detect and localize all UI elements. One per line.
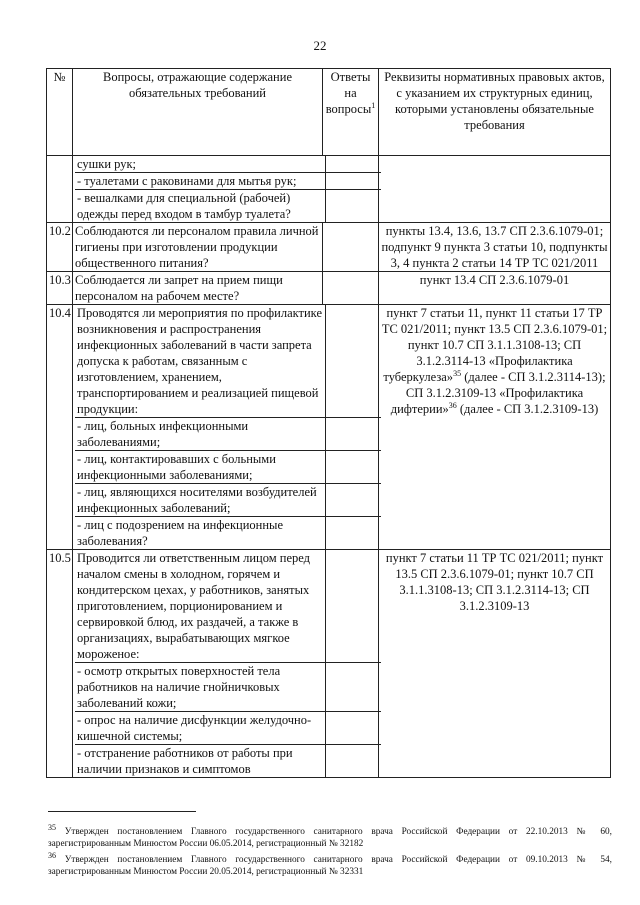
list-item: - отстранение работников от работы при наличии признаков и симптомов xyxy=(75,745,325,778)
row-num xyxy=(47,156,73,223)
footnote-divider xyxy=(48,811,196,812)
footnote-36 xyxy=(48,850,613,878)
row-requisites xyxy=(379,305,611,550)
page-number: 22 xyxy=(313,38,327,53)
footnote-text: Утвержден постановлением Главного государственного санитарного врача Российской Федерации от 22.10.2013 № 60, зарегистрированным Минюстом России 06.05.2014, регистрационный № 32182 xyxy=(48,827,613,849)
list-item: - лиц с подозрением на инфекционные заболевания? xyxy=(75,517,325,550)
list-item: - вешалками для специальной (рабочей) одежды перед входом в тамбур туалета? xyxy=(75,190,325,223)
req-part-c: (далее - СП 3.1.2.3109-13) xyxy=(456,402,599,416)
answer-cell[interactable] xyxy=(325,190,381,223)
footnote-mark: 36 xyxy=(48,850,56,860)
table-row xyxy=(47,305,611,550)
row-requisites: пункт 7 статьи 11 ТР ТС 021/2011; пункт 13.5 СП 2.3.6.1079-01; пункт 10.7 СП 3.1.1.3108-13; СП 3.1.2.3114-13; СП 3.1.2.3109-13 xyxy=(379,550,611,778)
list-item: Соблюдаются ли персоналом правила личной гигиены при изготовлении продукции общественного питания? xyxy=(73,223,323,272)
row-items xyxy=(73,156,379,223)
list-item: - осмотр открытых поверхностей тела работников на наличие гнойничковых заболеваний кожи; xyxy=(75,663,325,712)
answer-cell[interactable] xyxy=(323,272,379,305)
list-item: - лиц, контактировавших с больными инфекционными заболеваниями; xyxy=(75,451,325,484)
table-row xyxy=(47,156,611,223)
row-num: 10.5 xyxy=(47,550,73,778)
row-requisites xyxy=(379,156,611,223)
header-answers-sup: 1 xyxy=(371,100,376,110)
answer-cell[interactable] xyxy=(325,663,381,712)
list-item: Проводится ли ответственным лицом перед началом смены в холодном, горячем и кондитерском цехах, у работников, занятых приготовлением, порционированием и сервировкой блюд, их раздачей, а также в организациях, вырабатывающих мягкое мороженое: xyxy=(75,550,325,663)
header-requisites: Реквизиты нормативных правовых актов, с указанием их структурных единиц, которыми установлены обязательные требования xyxy=(379,69,611,156)
footnote-mark: 35 xyxy=(48,822,56,832)
answer-cell[interactable] xyxy=(325,305,381,418)
row-requisites: пункт 13.4 СП 2.3.6.1079-01 xyxy=(379,272,611,305)
list-item: - лиц, больных инфекционными заболеваниями; xyxy=(75,418,325,451)
answer-cell[interactable] xyxy=(325,712,381,745)
footnote-text: Утвержден постановлением Главного государственного санитарного врача Российской Федерации от 09.10.2013 № 54, зарегистрированным Минюстом России 20.05.2014, регистрационный № 32331 xyxy=(48,855,613,877)
footnote-ref-35[interactable]: 35 xyxy=(453,368,462,378)
answer-cell[interactable] xyxy=(325,745,381,778)
table-row xyxy=(47,223,611,272)
row-items xyxy=(73,550,379,778)
row-num: 10.2 xyxy=(47,223,73,272)
row-requisites: пункты 13.4, 13.6, 13.7 СП 2.3.6.1079-01; подпункт 9 пункта 3 статьи 10, подпункты 3, 4 пункта 2 статьи 14 ТР ТС 021/2011 xyxy=(379,223,611,272)
table-header-row xyxy=(47,69,611,156)
req-part-b: (далее - СП 3.1.2.3114-13); СП 3.1.2.3109-13 «Профилактика дифтерии» xyxy=(390,370,606,416)
header-answers-label: Ответы на вопросы xyxy=(325,70,372,116)
list-item: - опрос на наличие дисфункции желудочно-кишечной системы; xyxy=(75,712,325,745)
footnote-35 xyxy=(48,822,613,850)
list-item: Соблюдается ли запрет на прием пищи персоналом на рабочем месте? xyxy=(73,272,323,305)
header-answers xyxy=(323,69,379,156)
header-num: № xyxy=(47,69,73,156)
footnotes xyxy=(48,811,612,882)
list-item: - лиц, являющихся носителями возбудителей инфекционных заболеваний; xyxy=(75,484,325,517)
answer-cell[interactable] xyxy=(323,223,379,272)
header-questions: Вопросы, отражающие содержание обязательных требований xyxy=(73,69,323,156)
answer-cell[interactable] xyxy=(325,173,381,190)
answer-cell[interactable] xyxy=(325,550,381,663)
row-items xyxy=(73,305,379,550)
req-part-a: пункт 7 статьи 11, пункт 11 статьи 17 ТР ТС 021/2011; пункт 13.5 СП 2.3.6.1079-01; пункт 10.7 СП 3.1.1.3108-13; СП 3.1.2.3114-13 «Профилактика туберкулеза» xyxy=(381,306,608,384)
requirements-table xyxy=(46,68,611,778)
list-item: сушки рук; xyxy=(75,156,325,173)
table-row xyxy=(47,550,611,778)
list-item: - туалетами с раковинами для мытья рук; xyxy=(75,173,325,190)
answer-cell[interactable] xyxy=(325,156,381,173)
answer-cell[interactable] xyxy=(325,418,381,451)
table-row xyxy=(47,272,611,305)
row-num: 10.3 xyxy=(47,272,73,305)
list-item: Проводятся ли мероприятия по профилактике возникновения и распространения инфекционных заболеваний в части запрета допуска к работам, связанным с изготовлением, хранением, транспортированием и реализацией пищевой продукции: xyxy=(75,305,325,418)
answer-cell[interactable] xyxy=(325,451,381,484)
answer-cell[interactable] xyxy=(325,517,381,550)
answer-cell[interactable] xyxy=(325,484,381,517)
row-num: 10.4 xyxy=(47,305,73,550)
footnote-ref-36[interactable]: 36 xyxy=(448,400,457,410)
